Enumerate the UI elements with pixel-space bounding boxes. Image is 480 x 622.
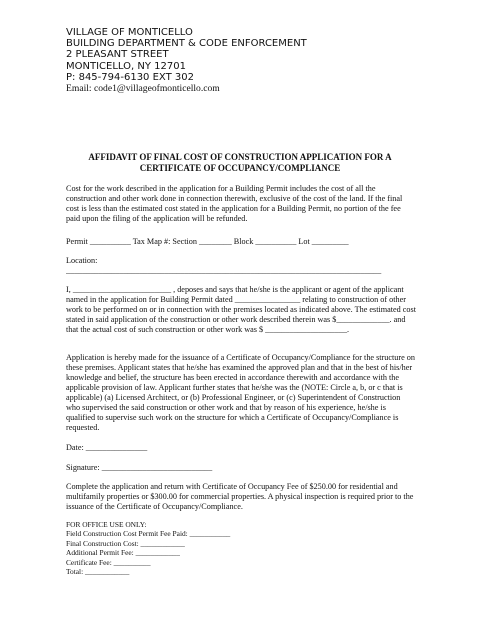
department-name: BUILDING DEPARTMENT & CODE ENFORCEMENT: [66, 38, 307, 50]
office-use-section: [66, 520, 230, 576]
total-line: Total: ____________: [66, 567, 130, 577]
affidavit-text: I, ________________________ , deposes and says that he/she is the applicant or agent of the applicant named in the application for Building Permit dated ________________ relating to construction of other work to be performed on or in connection with the premises located as indicated above. The estimated cost stated in said application of the construction or other work described therein was $_____________. and that the actual cost of such construction or other work was $ ____________________.: [66, 285, 416, 334]
email-address: Email: code1@villageofmonticello.com: [66, 83, 220, 95]
application-text: Application is hereby made for the issuance of a Certificate of Occupancy/Compliance for the structure on these premises. Applicant states that he/she has examined the approved plan and that in the best of his/her knowledge and belief, the structure has been erected in accordance therewith and accordance with the applicable provision of law. Applicant further states that he/she was the (NOTE: Circle a, b, or c that is applicable) (a) Licensed Architect, or (b) Professional Engineer, or (c) Superintendent of Construction who supervised the said construction or other work and that by reason of his experience, he/she is qualified to supervise such work on the structure for which a Certificate of Occupancy/Compliance is requested.: [66, 353, 415, 432]
location-block: [66, 256, 416, 276]
permit-line: Permit __________ Tax Map #: Section ________ Block __________ Lot _________: [66, 237, 349, 246]
phone-number: P: 845-794-6130 EXT 302: [66, 71, 194, 83]
affidavit-paragraph: [66, 285, 416, 335]
location-label: Location:: [66, 256, 98, 265]
final-cost-line: Final Construction Cost: ____________: [66, 538, 185, 548]
signature-line: Signature: ___________________________: [66, 463, 213, 472]
field-fee-line: Field Construction Cost Permit Fee Paid: ___________: [66, 529, 231, 539]
title-line-2: CERTIFICATE OF OCCUPANCY/COMPLIANCE: [139, 163, 341, 173]
street-address: 2 PLEASANT STREET: [66, 49, 169, 61]
intro-paragraph: [66, 184, 416, 224]
title-line-1: AFFIDAVIT OF FINAL COST OF CONSTRUCTION APPLICATION FOR A: [88, 152, 392, 162]
intro-text: Cost for the work described in the application for a Building Permit includes the cost of all the construction and other work done in connection therewith, exclusive of the cost of the land. If the final cost is less than the estimated cost stated in the application for a Building Permit, no portion of the fee paid upon the filing of the application will be refunded.: [66, 184, 403, 223]
city-state-zip: MONTICELLO, NY 12701: [66, 60, 186, 72]
additional-fee-line: Additional Permit Fee: ____________: [66, 548, 180, 558]
date-line: Date: _______________: [66, 443, 148, 452]
complete-paragraph: [66, 482, 416, 512]
application-paragraph: [66, 353, 416, 433]
certificate-fee-line: Certificate Fee: __________: [66, 557, 151, 567]
village-name: VILLAGE OF MONTICELLO: [66, 27, 193, 38]
location-blank: _____________________________________________________________________________: [66, 266, 382, 275]
letterhead: [66, 27, 307, 94]
office-heading: FOR OFFICE USE ONLY:: [66, 520, 147, 529]
document-title: [60, 152, 420, 174]
complete-text: Complete the application and return with Certificate of Occupancy Fee of $250.00 for residential and multifamily properties or $300.00 for commercial properties. A physical inspection is required prior to the issuance of the Certificate of Occupancy/Compliance.: [66, 482, 414, 511]
